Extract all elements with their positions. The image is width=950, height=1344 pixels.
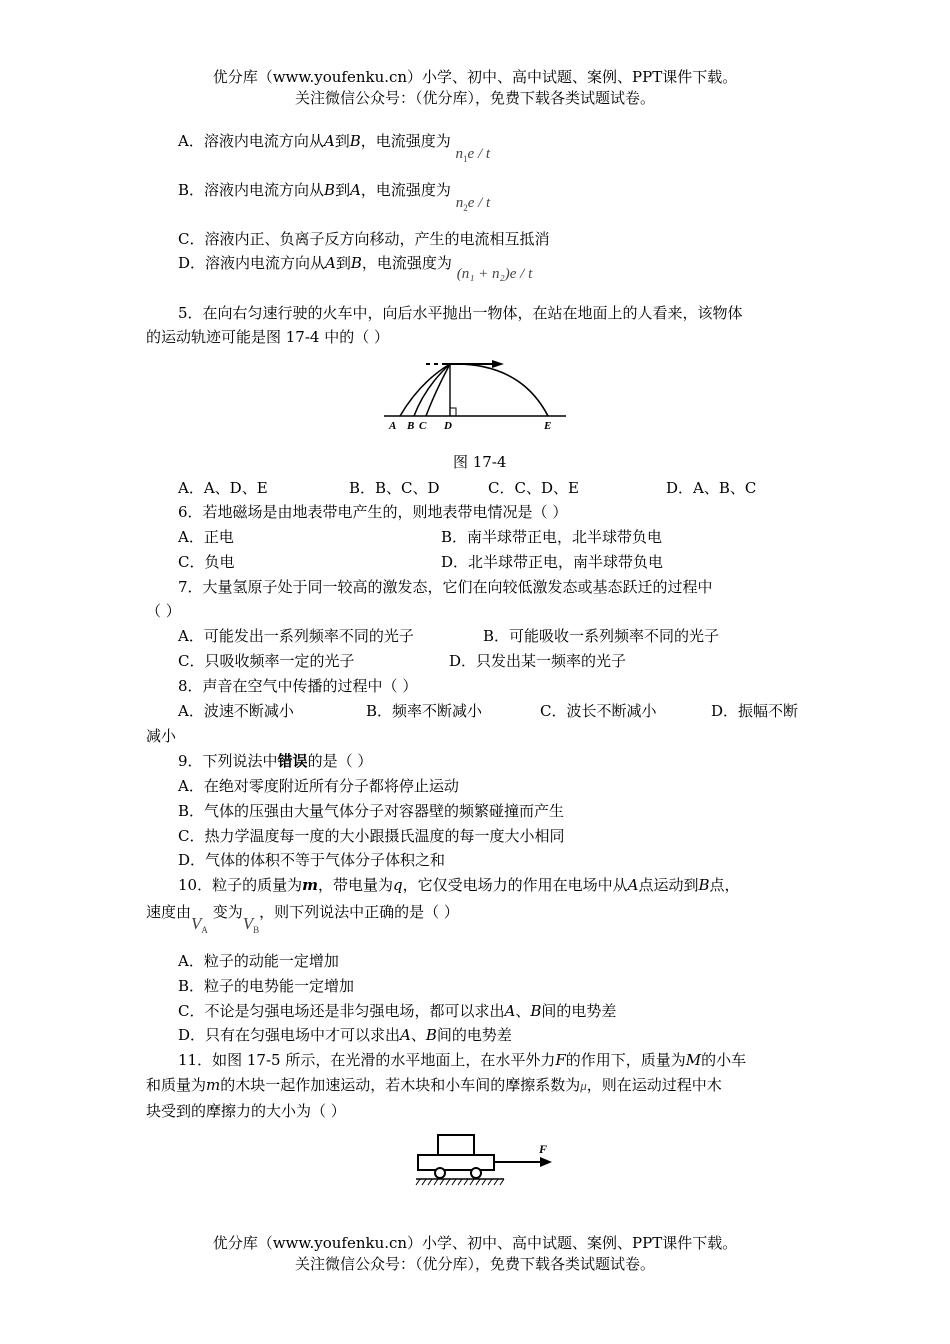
q11-stem-line-2: 和质量为m的木块一起作加速运动，若木块和小车间的摩擦系数为μ，则在运动过程中木 bbox=[146, 1076, 722, 1094]
q4-option-a: A．溶液内电流方向从A到B，电流强度为 $n_1e$ / t bbox=[178, 132, 491, 164]
figure-label-e: E bbox=[544, 420, 552, 432]
q8-option-b: B．频率不断减小 bbox=[366, 702, 483, 720]
figure-label-b: B bbox=[407, 420, 415, 432]
q9-option-b: B．气体的压强由大量气体分子对容器壁的频繁碰撞而产生 bbox=[178, 802, 565, 820]
q5-stem-line-2: 的运动轨迹可能是图 17-4 中的（ ） bbox=[146, 328, 390, 346]
q7-option-c: C．只吸收频率一定的光子 bbox=[178, 652, 355, 670]
q6-option-a: A．正电 bbox=[178, 528, 234, 546]
q5-option-d: D．A、B、C bbox=[666, 479, 757, 497]
q4-option-d: D．溶液内电流方向从A到B，电流强度为 (n₁ + n₂)e / t bbox=[178, 254, 533, 282]
q7-stem-line-1: 7．大量氢原子处于同一较高的激发态，它们在向较低激发态或基态跃迁的过程中 bbox=[178, 578, 713, 596]
figure-17-5 bbox=[400, 1128, 560, 1190]
figure-label-a: A bbox=[389, 420, 397, 432]
q7-option-d: D．只发出某一频率的光子 bbox=[449, 652, 627, 670]
q5-option-b: B．B、C、D bbox=[349, 479, 440, 497]
q4-option-c: C．溶液内正、负离子反方向移动，产生的电流相互抵消 bbox=[178, 230, 550, 248]
q8-option-c: C．波长不断减小 bbox=[540, 702, 657, 720]
figure-label-d: D bbox=[444, 420, 452, 432]
q9-option-d: D．气体的体积不等于气体分子体积之和 bbox=[178, 851, 446, 869]
q8-stem: 8．声音在空气中传播的过程中（ ） bbox=[178, 677, 418, 695]
q10-option-b: B．粒子的电势能一定增加 bbox=[178, 977, 355, 995]
q9-stem: 9．下列说法中错误的是（ ） bbox=[178, 752, 373, 770]
figure-17-4 bbox=[380, 352, 570, 432]
q10-option-d: D．只有在匀强电场中才可以求出A、B间的电势差 bbox=[178, 1026, 512, 1044]
q10-option-a: A．粒子的动能一定增加 bbox=[178, 952, 339, 970]
header-line-1: 优分库（www.youfenku.cn）小学、初中、高中试题、案例、PPT课件下载。 bbox=[212, 68, 738, 86]
figure-17-4-caption: 图 17-4 bbox=[453, 453, 507, 471]
footer-line-1: 优分库（www.youfenku.cn）小学、初中、高中试题、案例、PPT课件下载。 bbox=[212, 1234, 738, 1252]
q10-stem-line-2: 速度由$V_A$ 变为$V_B$，则下列说法中正确的是（ ） bbox=[146, 903, 459, 935]
q10-stem-line-1: 10．粒子的质量为m，带电量为q，它仅受电场力的作用在电场中从A点运动到B点， bbox=[178, 876, 740, 894]
figure-label-f: F bbox=[539, 1142, 548, 1156]
q10-option-c: C．不论是匀强电场还是非匀强电场，都可以求出A、B间的电势差 bbox=[178, 1002, 617, 1020]
q8-option-d-wrap: 减小 bbox=[146, 727, 177, 745]
q5-option-c: C．C、D、E bbox=[488, 479, 579, 497]
q11-stem-line-1: 11．如图 17-5 所示，在光滑的水平地面上，在水平外力F的作用下，质量为M的小车 bbox=[178, 1051, 747, 1069]
q8-option-d: D．振幅不断 bbox=[711, 702, 799, 720]
header-line-2: 关注微信公众号：（优分库），免费下载各类试题试卷。 bbox=[294, 89, 655, 107]
q5-stem-line-1: 5．在向右匀速行驶的火车中，向后水平抛出一物体，在站在地面上的人看来，该物体 bbox=[178, 304, 743, 322]
q9-option-c: C．热力学温度每一度的大小跟摄氏温度的每一度大小相同 bbox=[178, 827, 565, 845]
q8-option-a: A．波速不断减小 bbox=[178, 702, 294, 720]
q6-stem: 6．若地磁场是由地表带电产生的，则地表带电情况是（ ） bbox=[178, 503, 568, 521]
footer-line-2: 关注微信公众号：（优分库），免费下载各类试题试卷。 bbox=[294, 1255, 655, 1273]
q7-option-a: A．可能发出一系列频率不同的光子 bbox=[178, 627, 414, 645]
figure-label-c: C bbox=[419, 420, 427, 432]
q6-option-b: B．南半球带正电，北半球带负电 bbox=[441, 528, 663, 546]
q4-option-b: B．溶液内电流方向从B到A，电流强度为 $n_2e$ / t bbox=[178, 181, 491, 213]
q6-option-c: C．负电 bbox=[178, 553, 235, 571]
q5-option-a: A．A、D、E bbox=[178, 479, 268, 497]
q6-option-d: D．北半球带正电，南半球带负电 bbox=[441, 553, 664, 571]
q7-option-b: B．可能吸收一系列频率不同的光子 bbox=[483, 627, 720, 645]
q9-option-a: A．在绝对零度附近所有分子都将停止运动 bbox=[178, 777, 459, 795]
q7-stem-line-2: （ ） bbox=[146, 602, 181, 620]
q11-stem-line-3: 块受到的摩擦力的大小为（ ） bbox=[146, 1102, 346, 1120]
